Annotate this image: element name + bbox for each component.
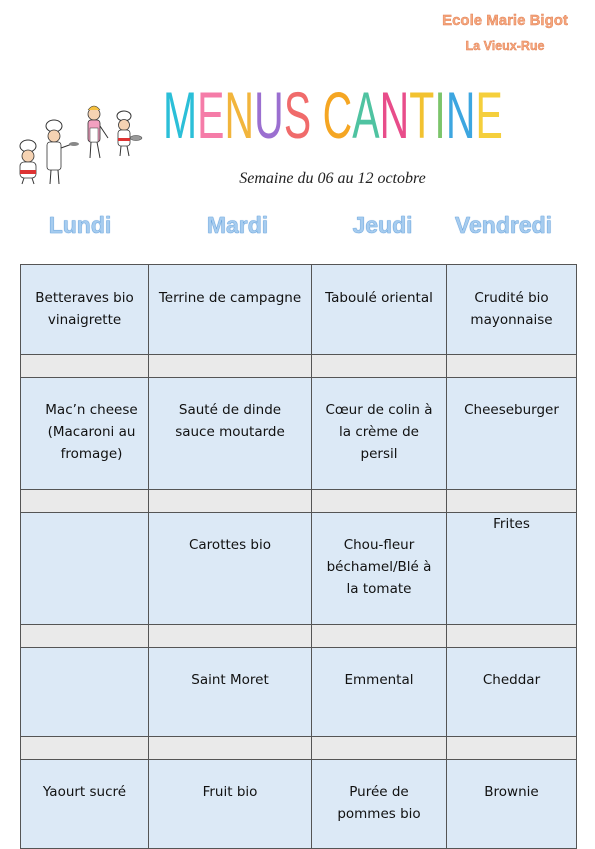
title-letter: N (379, 78, 410, 152)
table-row (21, 625, 577, 648)
menu-cell: Frites (447, 513, 577, 625)
title-letter: C (322, 78, 353, 152)
menu-cell: Sauté de dinde sauce moutarde (149, 378, 312, 490)
day-header-vendredi: Vendredi (454, 212, 553, 238)
table-row (21, 378, 577, 490)
menu-cell (21, 513, 149, 625)
day-header-lundi: Lundi (48, 212, 112, 238)
menu-cell: Chou-fleur béchamel/Blé à la tomate (312, 513, 447, 625)
menu-cell: Carottes bio (149, 513, 312, 625)
menu-cell: Purée de pommes bio (312, 760, 447, 849)
title-letter: A (352, 78, 380, 152)
table-row (21, 737, 577, 760)
menu-cell: Mac’n cheese (Macaroni au fromage) (21, 378, 149, 490)
menu-cell: Fruit bio (149, 760, 312, 849)
menu-cell: Saint Moret (149, 648, 312, 737)
title-letter: M (163, 78, 198, 152)
title-letter: N (445, 78, 476, 152)
table-row (21, 490, 577, 513)
menu-cell: Terrine de campagne (149, 265, 312, 355)
day-header-mardi: Mardi (206, 212, 269, 238)
title-letter: E (475, 78, 503, 152)
menu-cell: Cheeseburger (447, 378, 577, 490)
title-letter: I (434, 78, 446, 152)
menu-cell: Cheddar (447, 648, 577, 737)
menu-cell: Taboulé oriental (312, 265, 447, 355)
title-letter (311, 82, 322, 148)
page-title (163, 72, 503, 158)
title-letter: U (254, 78, 284, 152)
table-row (21, 513, 577, 625)
title-letter: T (409, 78, 435, 152)
week-subtitle: Semaine du 06 au 12 octobre (239, 170, 426, 187)
menu-cell: Betteraves bio vinaigrette (21, 265, 149, 355)
menu-cell: Yaourt sucré (21, 760, 149, 849)
title-letter: N (224, 78, 255, 152)
title-letter: E (197, 78, 225, 152)
table-row (21, 265, 577, 355)
table-row (21, 648, 577, 737)
day-header-jeudi: Jeudi (352, 212, 413, 238)
menu-cell: Emmental (312, 648, 447, 737)
school-location: La Vieux-Rue (465, 39, 545, 53)
menu-cell (21, 648, 149, 737)
menu-table (20, 264, 577, 849)
menu-cell: Brownie (447, 760, 577, 849)
school-name: Ecole Marie Bigot (442, 12, 568, 29)
menu-cell: Cœur de colin à la crème de persil (312, 378, 447, 490)
table-row (21, 355, 577, 378)
title-letter: S (283, 78, 312, 152)
table-row (21, 760, 577, 849)
menu-cell: Crudité bio mayonnaise (447, 265, 577, 355)
